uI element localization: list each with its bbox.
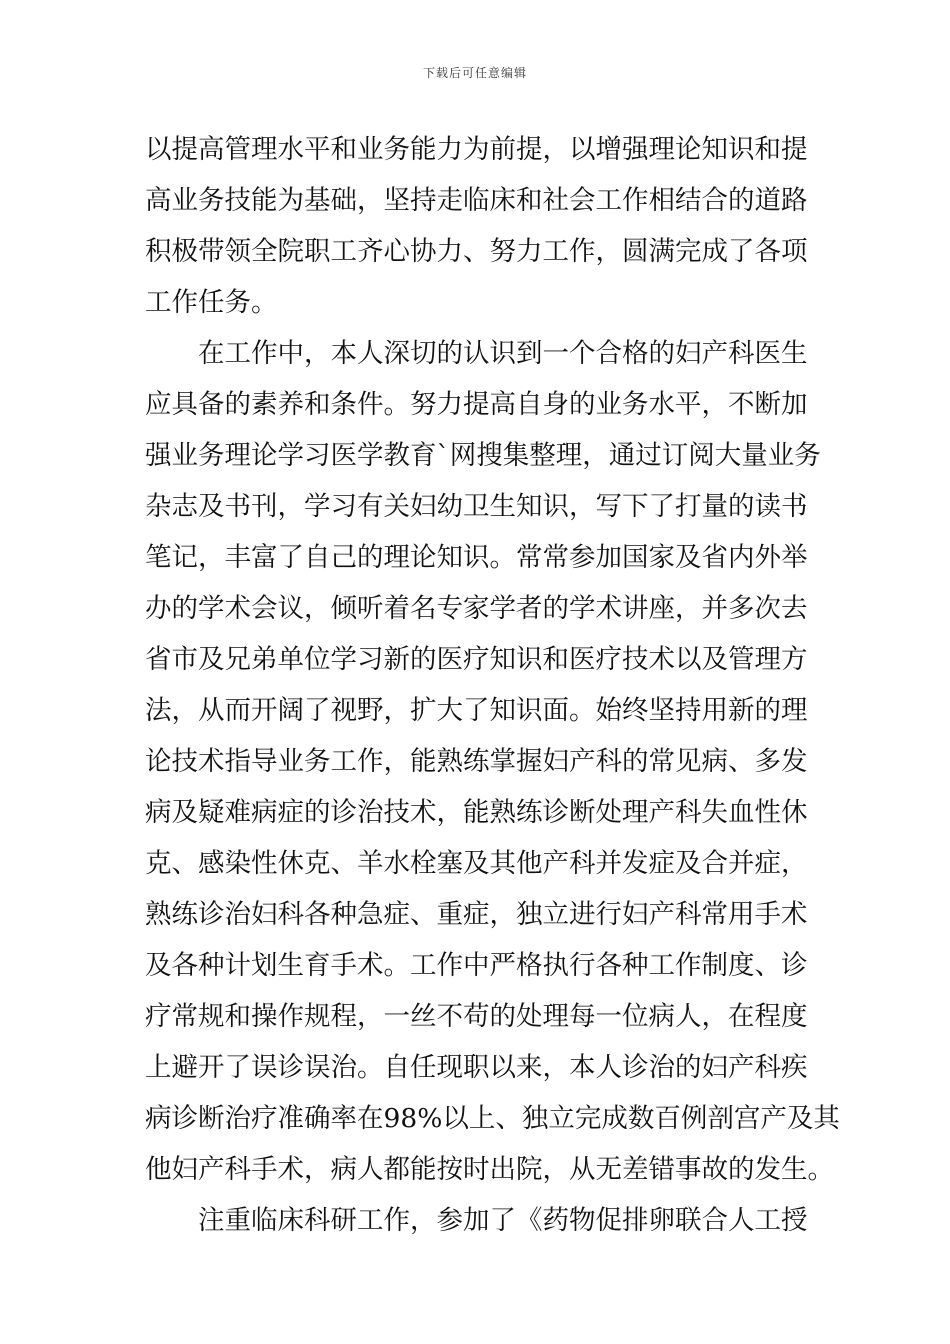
- text-line: 省市及兄弟单位学习新的医疗知识和医疗技术以及管理方: [145, 644, 808, 675]
- text-line: 强业务理论学习医学教育`网搜集整理，通过订阅大量业务: [145, 440, 821, 471]
- text-line: 疗常规和操作规程，一丝不苟的处理每一位病人，在程度: [145, 1001, 808, 1032]
- text-line: 上避开了误诊误治。自任现职以来，本人诊治的妇产科疾: [145, 1052, 808, 1083]
- text-line: 克、感染性休克、羊水栓塞及其他产科并发症及合并症，: [145, 848, 808, 879]
- document-body: [145, 124, 840, 1246]
- text-line: 办的学术会议，倾听着名专家学者的学术讲座，并多次去: [145, 593, 808, 624]
- text-line: 病诊断治疗准确率在98%以上、独立完成数百例剖宫产及其: [145, 1103, 840, 1134]
- text-line: 法，从而开阔了视野，扩大了知识面。始终坚持用新的理: [145, 695, 808, 726]
- text-line: 杂志及书刊，学习有关妇幼卫生知识，写下了打量的读书: [145, 491, 808, 522]
- text-line: 及各种计划生育手术。工作中严格执行各种工作制度、诊: [145, 950, 808, 981]
- text-line: 他妇产科手术，病人都能按时出院，从无差错事故的发生。: [145, 1154, 834, 1185]
- text-line: 注重临床科研工作，参加了《药物促排卵联合人工授: [198, 1205, 808, 1236]
- paragraph-3: [145, 1195, 807, 1246]
- text-line: 论技术指导业务工作，能熟练掌握妇产科的常见病、多发: [145, 746, 808, 777]
- text-line: 高业务技能为基础，坚持走临床和社会工作相结合的道路: [145, 185, 808, 216]
- text-line: 应具备的素养和条件。努力提高自身的业务水平，不断加: [145, 389, 808, 420]
- text-line: 在工作中，本人深切的认识到一个合格的妇产科医生: [198, 338, 808, 369]
- paragraph-2: [145, 328, 840, 1195]
- text-line: 熟练诊治妇科各种急症、重症，独立进行妇产科常用手术: [145, 899, 808, 930]
- text-line: 笔记，丰富了自己的理论知识。常常参加国家及省内外举: [145, 542, 808, 573]
- page-header: 下载后可任意编辑: [422, 66, 527, 80]
- text-line: 积极带领全院职工齐心协力、努力工作，圆满完成了各项: [145, 236, 808, 267]
- paragraph-1: [145, 124, 807, 328]
- text-line: 以提高管理水平和业务能力为前提，以增强理论知识和提: [145, 134, 808, 165]
- text-line: 病及疑难病症的诊治技术，能熟练诊断处理产科失血性休: [145, 797, 808, 828]
- text-line: 工作任务。: [145, 287, 278, 318]
